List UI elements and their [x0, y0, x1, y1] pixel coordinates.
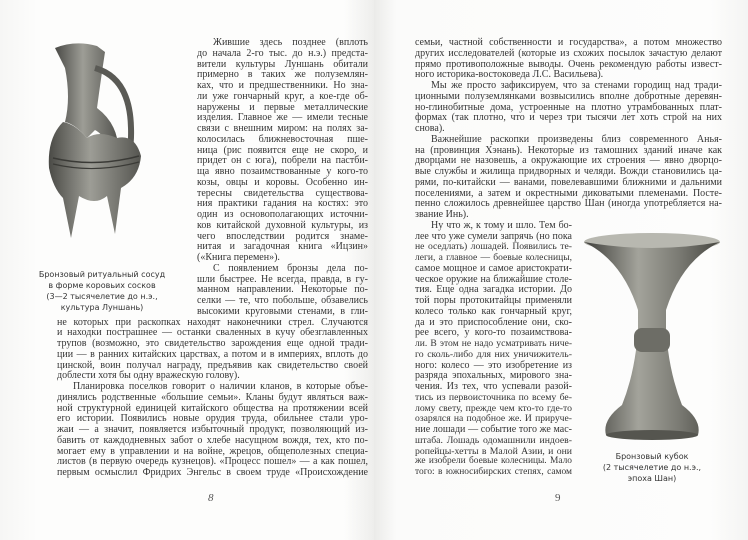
text-line: ков китайской духовной культуры, из: [197, 219, 368, 231]
text-line: до начала 2-го тыс. до н.э.) предста-: [197, 47, 368, 59]
text-line: высокими круговыми стенами, в гли-: [197, 305, 368, 317]
goblet-caption: [572, 451, 732, 484]
text-line: дворцами не назовешь, а окружающие их строения — явно дворцо-: [415, 155, 722, 167]
caption-line: Бронзовый кубок: [615, 452, 689, 461]
text-line: ща явно позаимствованные у кого-то: [197, 166, 368, 177]
text-line: других исследователей (которые из схожих посылок зачастую делают: [415, 47, 722, 59]
caption-line: культура Луншань): [60, 303, 144, 312]
text-line: жаи — а значит, появляется избыточный продукт, позволяющий из-: [57, 424, 368, 435]
text-line: чего впоследствии родится знаме-: [197, 230, 368, 242]
text-line: Планировка поселков говорит о наличии кланов, в которые объе-: [73, 381, 368, 392]
text-line: ках, что и предшественники. Но зна-: [197, 80, 368, 91]
text-line: но-глинобитные дома, устроенные на плотно утрамбованных плат-: [415, 101, 722, 113]
text-line: наружены и первые металлические: [197, 101, 368, 113]
text-line: ции — в ранних китайских царствах, а потом и в империях, вплоть до: [57, 348, 368, 360]
text-line: трупов (возможно, это свидетельство зарождения еще одной тради-: [57, 338, 368, 349]
right-page: [374, 0, 748, 540]
text-line: козы, овцы и коровы. Особенно ин-: [197, 176, 368, 188]
text-line: самое мощное и самое аристократи-: [415, 262, 572, 274]
text-line: ного историка-востоковеда Л.С. Васильева).: [415, 69, 604, 81]
text-line: и находки пострашнее — останки сваленных в кучу обезглавленных: [57, 327, 368, 339]
text-line: могает ему в управлении и на войне, жрецов, общеполезных специа-: [57, 445, 368, 457]
text-line: ли. В этом не надо усматривать ниче-: [415, 338, 572, 349]
text-line: того: в южносибирских степях, самом: [415, 467, 572, 477]
text-line: цинской, воин получал награду, предъявив как свидетельство своей: [57, 359, 368, 371]
text-line: на (провинция Хэнань). Некоторые из тамошних зданий иначе как: [415, 144, 722, 156]
text-line: ческое оружие на ближайшие столе-: [415, 273, 572, 285]
text-line: штаба. Лошадь одомашнили индоев-: [415, 434, 572, 446]
text-line: прямо противоположные выводы. Очень рекомендую работы извест-: [415, 58, 722, 70]
page-number: 8: [208, 492, 214, 504]
text-line: Жившие здесь позднее (вплоть: [213, 37, 368, 48]
text-line: рее всего, у кого-то позаимствова-: [415, 327, 572, 339]
text-line: той поры протокитайцы применяли: [415, 295, 572, 306]
text-line: лее что уже сумели запрячь (но пока: [415, 230, 572, 242]
text-line: динялись родственные «большие семьи». Кланы будут являться важ-: [57, 391, 368, 403]
caption-line: Бронзовый ритуальный сосуд: [38, 270, 166, 279]
text-line: бавить от каждодневных забот о хлебе насущном вождя, тех, кто по-: [57, 434, 368, 446]
caption-line: (3—2 тысячелетие до н.э.,: [46, 292, 158, 301]
text-line: не которых при раскопках находят наконечники стрел. Случаются: [57, 316, 368, 328]
bronze-ritual-vessel-image: [35, 38, 165, 243]
caption-line: (2 тысячелетие до н.э.,: [602, 463, 702, 472]
text-line: разряда эпохальных, мирового зна-: [415, 370, 572, 382]
text-line: нитая и загадочная книга «Ицзин»: [197, 241, 368, 253]
text-line: («Книга перемен»).: [197, 252, 280, 263]
text-line: тересны свидетельства существова-: [197, 187, 368, 199]
text-line: да и это приспособление они, ско-: [415, 316, 572, 328]
text-line: Мы же просто зафиксируем, что за стенами городищ над тради-: [431, 80, 722, 91]
text-line: тия. Еще одна загадка истории. До: [415, 284, 572, 296]
text-line: тись из первоисточника по всему бе-: [415, 391, 572, 403]
vessel-caption: [22, 269, 182, 313]
text-line: первым осмыслил Фридрих Энгельс в своем труде «Происхождение: [57, 467, 368, 478]
text-line: ница (рис появится еще не скоро, и: [197, 144, 368, 156]
text-line: его истории. Появились новые орудия труда, обильнее стали уро-: [57, 413, 368, 425]
text-line: рями, по-китайски — ванами, повелевавшими ближними и дальними: [415, 176, 722, 188]
text-line: Важнейшие раскопки произведены близ современного Анья-: [431, 133, 722, 145]
caption-line: эпоха Шан): [627, 474, 677, 483]
text-line: поселениями, а затем и окрестными диковатыми племенами. Посте-: [415, 187, 722, 199]
text-line: лому свету, прежде чем кто-то где-то: [415, 402, 572, 414]
text-line: манном направлении. Некоторые по-: [197, 284, 368, 296]
page-number: 9: [555, 492, 561, 504]
text-line: С появлением бронзы дела по-: [213, 262, 368, 274]
text-line: ние лошади — событие того же мас-: [415, 424, 572, 435]
text-line: связи с внешним миром: на полях за-: [197, 123, 368, 134]
caption-line: в форме коровьих сосков: [48, 281, 156, 290]
text-line: шли быстрее. Не всегда, правда, в гу-: [197, 273, 368, 285]
text-line: снова).: [415, 123, 445, 134]
text-line: вые службы и жилища придворных и челяди. Вожди становились ца-: [415, 166, 722, 177]
text-line: ли уже гончарный круг, а кое-где об-: [197, 90, 368, 102]
text-line: ния практики гадания на костях: это: [197, 198, 368, 210]
text-line: колесо только как гончарный круг,: [415, 305, 572, 317]
text-line: семьи, частной собственности и государства», а потом множество: [415, 37, 722, 48]
text-line: ного: колесо — это изобретение из: [415, 359, 572, 371]
text-line: ционными полуземлянками возвысились вполне добротные деревян-: [415, 90, 722, 102]
text-line: формах (так плотно, что и через три тысячи лет хоть строй на них: [415, 112, 722, 124]
text-line: же изобрели боевые колесницы. Мало: [415, 456, 572, 467]
text-line: чения. Из тех, что успевали разой-: [415, 381, 572, 392]
text-line: доблести хотя бы одну вражескую голову).: [57, 370, 240, 382]
text-line: листов (в первую очередь кузнецов). «Процесс пошел» — а как пошел,: [57, 456, 368, 468]
text-line: придет он с юга), побрели на пастби-: [197, 155, 368, 167]
text-line: изделия. Главное же — имели тесные: [197, 112, 368, 124]
text-line: Ну что ж, к тому и шло. Тем бо-: [431, 219, 572, 231]
text-line: не оседлать) лошадей. Появились те-: [415, 241, 572, 253]
text-line: селки — те, что побольше, обзавелись: [197, 295, 368, 306]
text-line: леги, а главное — боевые колесницы,: [415, 252, 572, 263]
text-line: звание Инь).: [415, 209, 469, 220]
text-line: го сколь-либо для них уничижитель-: [415, 348, 572, 360]
text-line: пенно сложилось древнейшее царство Шан (иногда употребляется на-: [415, 198, 722, 210]
text-line: колосилась ближневосточная пше-: [197, 133, 368, 145]
text-line: примерно в таких же полуземлян-: [197, 69, 368, 81]
bronze-goblet-image: [582, 230, 722, 442]
text-line: вители культуры Луншань обитали: [197, 58, 368, 70]
text-line: озарялся на подобное же. И прируче-: [415, 413, 572, 425]
text-line: один из основополагающих источни-: [197, 209, 368, 220]
text-line: ропейцы-хетты в Малой Азии, и они: [415, 445, 572, 457]
text-line: ной структурной единицей китайского общества на протяжении всей: [57, 402, 368, 414]
